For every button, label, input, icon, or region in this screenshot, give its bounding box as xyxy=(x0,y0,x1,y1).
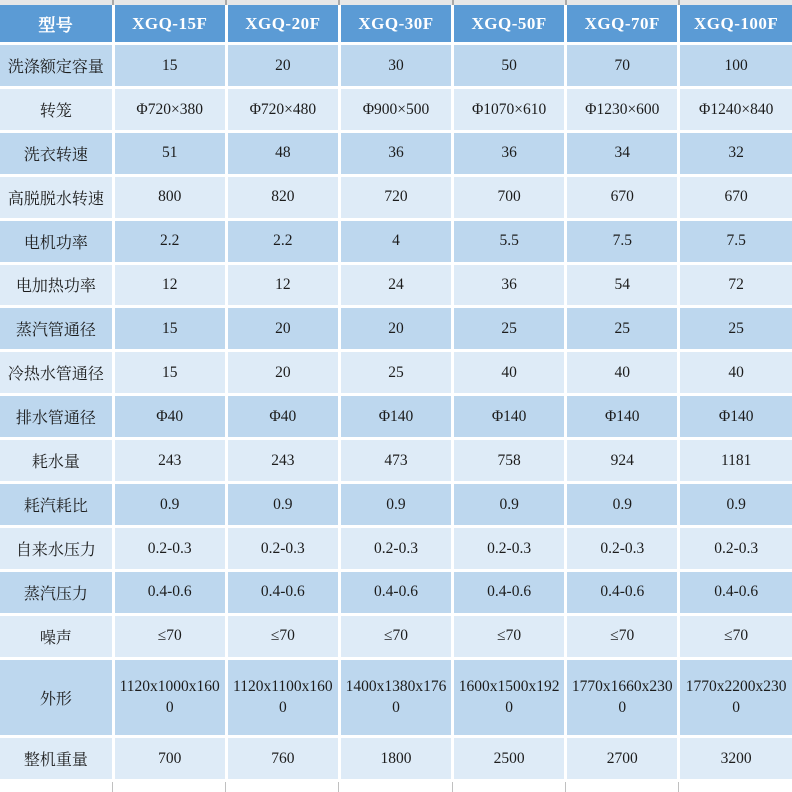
spec-value-cell: Φ720×480 xyxy=(226,87,339,131)
spec-value-cell: Φ900×500 xyxy=(339,87,452,131)
spec-value-cell: 25 xyxy=(566,307,679,351)
spec-value-cell: 25 xyxy=(453,307,566,351)
spec-value-cell: 7.5 xyxy=(679,219,792,263)
column-header: XGQ-15F xyxy=(113,5,226,44)
spec-value-cell: 36 xyxy=(453,263,566,307)
spec-value-cell: 72 xyxy=(679,263,792,307)
top-gridline-strip xyxy=(0,0,792,5)
gridline-tick xyxy=(225,0,227,5)
spec-value-cell: ≤70 xyxy=(453,614,566,658)
table-row xyxy=(0,87,792,131)
spec-value-cell: 40 xyxy=(679,351,792,395)
table-row xyxy=(0,219,792,263)
row-label: 蒸汽压力 xyxy=(0,570,113,614)
gridline-tick xyxy=(565,782,566,792)
spec-value-cell: 7.5 xyxy=(566,219,679,263)
row-label: 蒸汽管通径 xyxy=(0,307,113,351)
spec-value-cell: 0.9 xyxy=(566,483,679,527)
spec-value-cell: 0.9 xyxy=(226,483,339,527)
gridline-tick xyxy=(452,0,454,5)
spec-value-cell: 670 xyxy=(566,175,679,219)
header-row xyxy=(0,5,792,44)
spec-value-cell: 1181 xyxy=(679,439,792,483)
column-header: XGQ-30F xyxy=(339,5,452,44)
spec-value-cell: 0.4-0.6 xyxy=(566,570,679,614)
spec-value-cell: 2700 xyxy=(566,737,679,781)
spec-value-cell: 100 xyxy=(679,44,792,88)
spec-value-cell: 670 xyxy=(679,175,792,219)
column-header: XGQ-70F xyxy=(566,5,679,44)
spec-value-cell: 0.4-0.6 xyxy=(113,570,226,614)
spec-value-cell: 36 xyxy=(339,131,452,175)
spec-value-cell: 0.4-0.6 xyxy=(226,570,339,614)
spec-value-cell: 48 xyxy=(226,131,339,175)
spec-value-cell: 30 xyxy=(339,44,452,88)
spec-value-cell: 0.4-0.6 xyxy=(453,570,566,614)
table-row xyxy=(0,131,792,175)
spec-value-cell: 0.2-0.3 xyxy=(113,526,226,570)
spec-value-cell: 12 xyxy=(113,263,226,307)
spec-value-cell: 36 xyxy=(453,131,566,175)
column-header: XGQ-50F xyxy=(453,5,566,44)
spec-value-cell: 25 xyxy=(339,351,452,395)
spec-value-cell: 700 xyxy=(113,737,226,781)
spec-value-cell: Φ140 xyxy=(566,395,679,439)
spec-value-cell: 1770x1660x2300 xyxy=(566,658,679,736)
column-header-model: 型号 xyxy=(0,5,113,44)
row-label: 高脱脱水转速 xyxy=(0,175,113,219)
table-row xyxy=(0,737,792,781)
row-label: 耗汽耗比 xyxy=(0,483,113,527)
gridline-tick xyxy=(112,0,114,5)
spec-value-cell: Φ1070×610 xyxy=(453,87,566,131)
spec-value-cell: 0.9 xyxy=(453,483,566,527)
spec-value-cell: 0.2-0.3 xyxy=(566,526,679,570)
table-row xyxy=(0,483,792,527)
spec-value-cell: 0.2-0.3 xyxy=(339,526,452,570)
spec-value-cell: 758 xyxy=(453,439,566,483)
spec-value-cell: 1400x1380x1760 xyxy=(339,658,452,736)
spec-value-cell: 2.2 xyxy=(226,219,339,263)
spec-value-cell: 24 xyxy=(339,263,452,307)
spec-value-cell: 15 xyxy=(113,351,226,395)
spec-value-cell: Φ140 xyxy=(679,395,792,439)
spec-value-cell: 20 xyxy=(339,307,452,351)
spec-value-cell: ≤70 xyxy=(339,614,452,658)
table-row xyxy=(0,395,792,439)
table-row xyxy=(0,44,792,88)
gridline-tick xyxy=(112,782,113,792)
gridline-tick xyxy=(338,0,340,5)
table-row xyxy=(0,658,792,736)
gridline-tick xyxy=(225,782,226,792)
spec-value-cell: 34 xyxy=(566,131,679,175)
spec-value-cell: 50 xyxy=(453,44,566,88)
row-label: 噪声 xyxy=(0,614,113,658)
row-label: 转笼 xyxy=(0,87,113,131)
table-row xyxy=(0,175,792,219)
gridline-tick xyxy=(678,0,680,5)
spec-value-cell: 1800 xyxy=(339,737,452,781)
spec-value-cell: 0.9 xyxy=(113,483,226,527)
spec-value-cell: 32 xyxy=(679,131,792,175)
spec-value-cell: 720 xyxy=(339,175,452,219)
spec-value-cell: 760 xyxy=(226,737,339,781)
spec-value-cell: ≤70 xyxy=(113,614,226,658)
spec-value-cell: 243 xyxy=(113,439,226,483)
spec-value-cell: 2500 xyxy=(453,737,566,781)
column-header: XGQ-20F xyxy=(226,5,339,44)
table-row xyxy=(0,439,792,483)
spec-value-cell: 20 xyxy=(226,307,339,351)
row-label: 耗水量 xyxy=(0,439,113,483)
spec-value-cell: 20 xyxy=(226,351,339,395)
row-label: 电加热功率 xyxy=(0,263,113,307)
spec-value-cell: ≤70 xyxy=(566,614,679,658)
spec-value-cell: 54 xyxy=(566,263,679,307)
spec-value-cell: Φ1230×600 xyxy=(566,87,679,131)
spec-value-cell: 800 xyxy=(113,175,226,219)
table-row xyxy=(0,614,792,658)
spec-value-cell: 473 xyxy=(339,439,452,483)
spec-value-cell: 15 xyxy=(113,44,226,88)
spec-value-cell: 1120x1100x1600 xyxy=(226,658,339,736)
spec-value-cell: Φ140 xyxy=(339,395,452,439)
spec-value-cell: 924 xyxy=(566,439,679,483)
spec-value-cell: 40 xyxy=(453,351,566,395)
spec-table-body xyxy=(0,44,792,781)
spec-value-cell: 700 xyxy=(453,175,566,219)
spec-value-cell: 70 xyxy=(566,44,679,88)
spec-value-cell: 0.2-0.3 xyxy=(453,526,566,570)
spec-value-cell: Φ140 xyxy=(453,395,566,439)
spec-value-cell: 0.2-0.3 xyxy=(226,526,339,570)
spec-value-cell: 0.9 xyxy=(679,483,792,527)
spec-value-cell: Φ40 xyxy=(113,395,226,439)
table-row xyxy=(0,526,792,570)
spec-value-cell: 1600x1500x1920 xyxy=(453,658,566,736)
spec-value-cell: 820 xyxy=(226,175,339,219)
spec-value-cell: 25 xyxy=(679,307,792,351)
spec-value-cell: ≤70 xyxy=(679,614,792,658)
table-row xyxy=(0,307,792,351)
gridline-tick xyxy=(452,782,453,792)
row-label: 洗涤额定容量 xyxy=(0,44,113,88)
spec-value-cell: Φ720×380 xyxy=(113,87,226,131)
row-label: 洗衣转速 xyxy=(0,131,113,175)
spec-value-cell: Φ1240×840 xyxy=(679,87,792,131)
gridline-tick xyxy=(678,782,679,792)
row-label: 电机功率 xyxy=(0,219,113,263)
spec-value-cell: 3200 xyxy=(679,737,792,781)
spec-value-cell: 0.4-0.6 xyxy=(679,570,792,614)
gridline-tick xyxy=(565,0,567,5)
row-label: 自来水压力 xyxy=(0,526,113,570)
spec-value-cell: 0.9 xyxy=(339,483,452,527)
spec-value-cell: 12 xyxy=(226,263,339,307)
spec-table xyxy=(0,5,792,782)
spec-value-cell: 15 xyxy=(113,307,226,351)
row-label: 冷热水管通径 xyxy=(0,351,113,395)
spec-value-cell: 5.5 xyxy=(453,219,566,263)
spec-value-cell: 0.4-0.6 xyxy=(339,570,452,614)
table-row xyxy=(0,263,792,307)
spec-value-cell: 243 xyxy=(226,439,339,483)
spec-value-cell: ≤70 xyxy=(226,614,339,658)
row-label: 排水管通径 xyxy=(0,395,113,439)
spec-value-cell: 20 xyxy=(226,44,339,88)
spec-value-cell: 1120x1000x1600 xyxy=(113,658,226,736)
spec-value-cell: 1770x2200x2300 xyxy=(679,658,792,736)
table-row xyxy=(0,351,792,395)
row-label: 整机重量 xyxy=(0,737,113,781)
spec-value-cell: 51 xyxy=(113,131,226,175)
row-label: 外形 xyxy=(0,658,113,736)
table-row xyxy=(0,570,792,614)
spec-value-cell: Φ40 xyxy=(226,395,339,439)
bottom-gridline-strip xyxy=(0,782,792,792)
column-header: XGQ-100F xyxy=(679,5,792,44)
spec-value-cell: 2.2 xyxy=(113,219,226,263)
spec-value-cell: 4 xyxy=(339,219,452,263)
spec-value-cell: 40 xyxy=(566,351,679,395)
spec-value-cell: 0.2-0.3 xyxy=(679,526,792,570)
gridline-tick xyxy=(338,782,339,792)
